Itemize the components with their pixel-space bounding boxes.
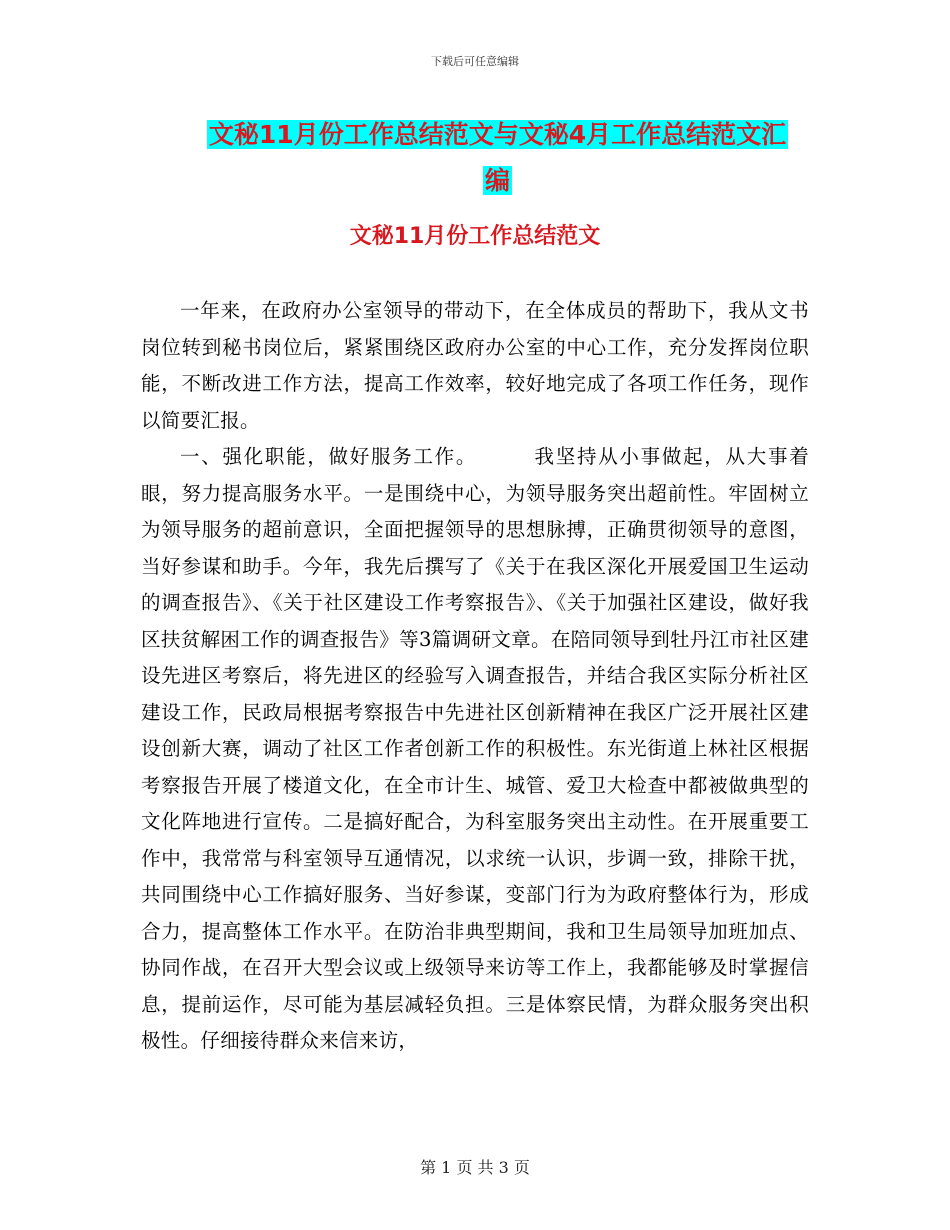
paragraph-section-one [141,439,809,1060]
paragraph-body: 我坚持从小事做起，从大事着眼，努力提高服务水平。一是围绕中心，为领导服务突出超前性。牢固树立为领导服务的超前意识，全面把握领导的思想脉搏，正确贯彻领导的意图，当好参谋和助手。今年，我先后撰写了《关于在我区深化开展爱国卫生运动的调查报告》、《关于社区建设工作考察报告》、《关于加强社区建设，做好我区扶贫解困工作的调查报告》等3篇调研文章。在陪同领导到牡丹江市社区建设先进区考察后，将先进区的经验写入调查报告，并结合我区实际分析社区建设工作，民政局根据考察报告中先进社区创新精神在我区广泛开展社区建设创新大赛，调动了社区工作者创新工作的积极性。东光街道上林社区根据考察报告开展了楼道文化，在全市计生、城管、爱卫大检查中都被做典型的文化阵地进行宣传。二是搞好配合，为科室服务突出主动性。在开展重要工作中，我常常与科室领导互通情况，以求统一认识，步调一致，排除干扰，共同围绕中心工作搞好服务、当好参谋，变部门行为为政府整体行为，形成合力，提高整体工作水平。在防治非典型期间，我和卫生局领导加班加点、协同作战，在召开大型会议或上级领导来访等工作上，我都能够及时掌握信息，提前运作，尽可能为基层减轻负担。三是体察民情，为群众服务突出积极性。仔细接待群众来信来访， [141,445,809,1052]
page-footer: 第 1 页 共 3 页 [420,1158,530,1177]
paragraph-heading: 一、强化职能，做好服务工作。 [180,445,478,468]
paragraph-intro: 一年来，在政府办公室领导的带动下，在全体成员的帮助下，我从文书岗位转到秘书岗位后，紧紧围绕区政府办公室的中心工作，充分发挥岗位职能，不断改进工作方法，提高工作效率，较好地完成了各项工作任务，现作以简要汇报。 [141,299,809,432]
page-header-note: 下载后可任意编辑 [431,55,519,68]
title-line-2: 编 [484,166,510,195]
title-line-1: 文秘11月份工作总结范文与文秘4月工作总结范文汇 [208,120,787,149]
section-title: 文秘11月份工作总结范文 [349,224,601,249]
document-body [141,293,809,1060]
document-title [185,112,810,204]
